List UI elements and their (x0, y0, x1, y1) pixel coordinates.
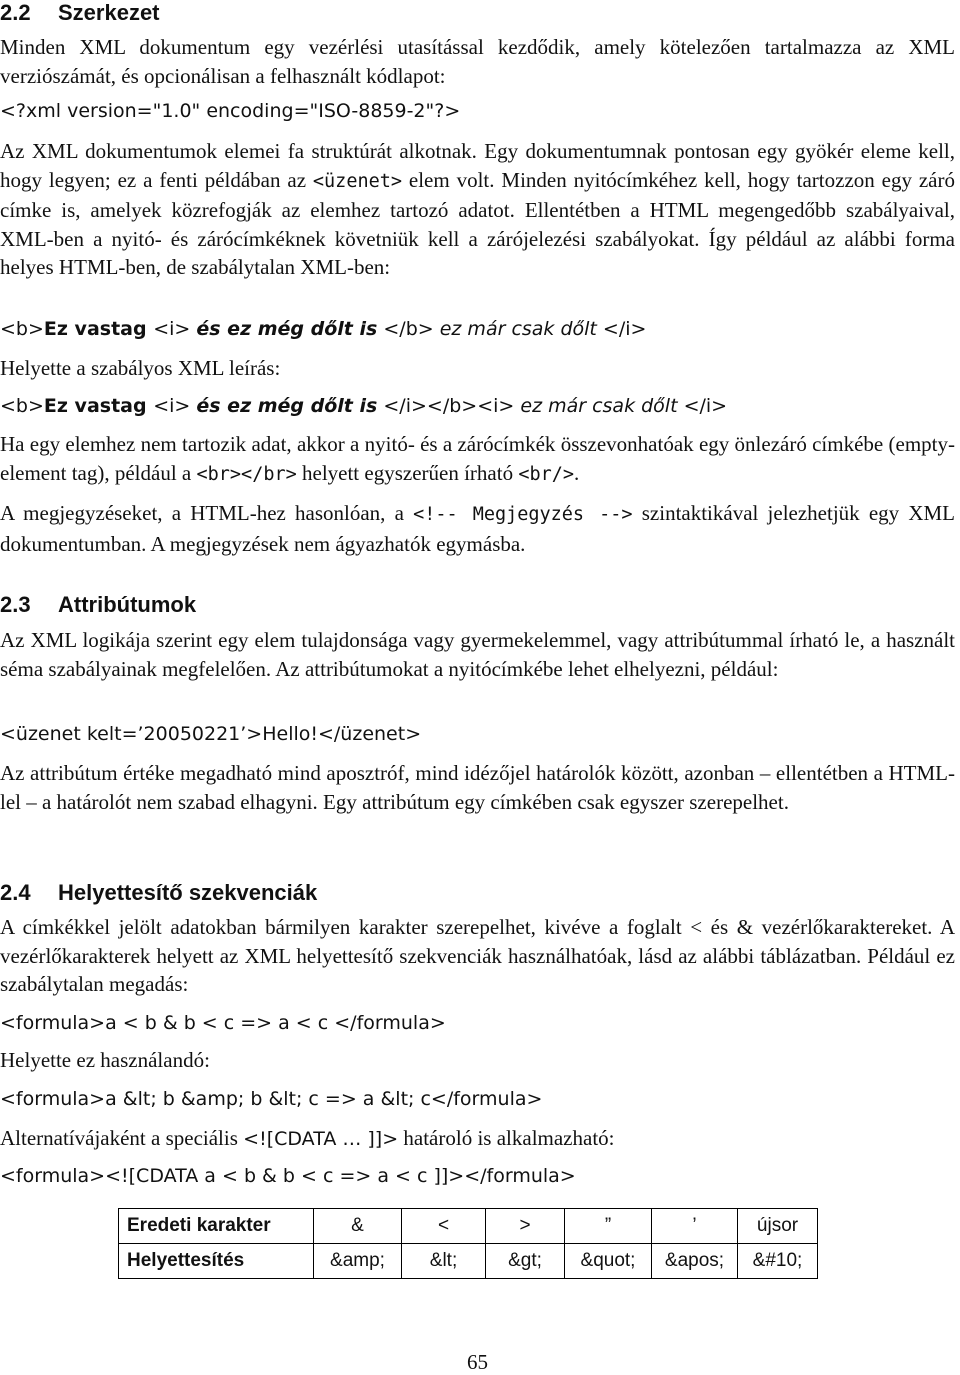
code-token-italic: ez már csak dőlt (520, 395, 678, 417)
table-cell: > (486, 1209, 565, 1244)
section-title: Szerkezet (58, 0, 160, 25)
paragraph-xml-declaration-intro: Minden XML dokumentum egy vezérlési utasítással kezdődik, amely kötelezően tartalmazza az XML verziószámát, és opcionálisan a felhasznált kódlapot: (0, 35, 955, 88)
text-run: helyett egyszerűen írható (296, 460, 519, 485)
paragraph-empty-element (0, 430, 955, 489)
paragraph-cdata (0, 1124, 955, 1154)
section-heading-structure (0, 0, 160, 26)
table-cell: &#10; (738, 1244, 818, 1279)
code-token-bold: Ez vastag (43, 395, 154, 417)
code-example-cdata-formula: <formula><![CDATA a < b & b < c => a < c ]]></formula> (0, 1165, 576, 1187)
paragraph-tree-structure (0, 137, 955, 282)
code-xml-declaration: <?xml version="1.0" encoding="ISO-8859-2"?> (0, 100, 461, 122)
table-cell: &quot; (565, 1244, 652, 1279)
code-token: </i></b><i> (377, 395, 521, 417)
table-row-header: Eredeti karakter (119, 1209, 314, 1244)
text-run: Az XML dokumentumok elemei fa struktúrát alkotnak. Egy dokumentumnak pontosan egy gyökér eleme kell, hogy legyen; ez a fenti példában az (0, 139, 955, 192)
text-run: határoló is alkalmazható: (398, 1126, 615, 1150)
inline-code-cdata: <![CDATA … ]]> (243, 1128, 399, 1150)
code-token: <i> (153, 318, 197, 340)
code-token: <b> (0, 395, 44, 417)
inline-code-br-pair: <br></br> (196, 463, 297, 485)
entity-table (118, 1208, 818, 1279)
code-example-escaped-formula: <formula>a &lt; b &amp; b &lt; c => a &lt; c</formula> (0, 1088, 543, 1110)
code-example-html-nesting (0, 316, 646, 342)
section-number: 2.4 (0, 880, 31, 905)
code-token-bold-italic: és ez még dőlt is (196, 395, 378, 417)
page-number: 65 (467, 1350, 488, 1374)
code-example-attribute: <üzenet kelt=’20050221’>Hello!</üzenet> (0, 723, 422, 745)
text-run: . (574, 460, 580, 485)
inline-code-comment: <!-- Megjegyzés --> (413, 504, 633, 525)
table-row-header: Helyettesítés (119, 1244, 314, 1279)
paragraph-instead: Helyette a szabályos XML leírás: (0, 356, 281, 380)
table-cell: & (314, 1209, 402, 1244)
paragraph-attributes-intro: Az XML logikája szerint egy elem tulajdonsága vagy gyermekelemmel, vagy attribútummal írható le, a használt séma szabályainak megfelelően. Az attribútumokat a nyitócímkébe lehet elhelyezni, például: (0, 628, 955, 681)
section-number: 2.2 (0, 0, 31, 25)
text-run: A megjegyzéseket, a HTML-hez hasonlóan, a (0, 501, 414, 525)
table-cell: újsor (738, 1209, 818, 1244)
code-example-xml-nesting (0, 393, 727, 419)
section-title: Helyettesítő szekvenciák (58, 880, 318, 905)
table-cell: &apos; (652, 1244, 738, 1279)
table-cell: &gt; (486, 1244, 565, 1279)
code-token-bold: Ez vastag (43, 318, 154, 340)
section-title: Attribútumok (58, 592, 197, 617)
code-example-invalid-formula: <formula>a < b & b < c => a < c </formula> (0, 1012, 446, 1034)
code-token: </b> (377, 318, 440, 340)
paragraph-comments (0, 499, 955, 558)
table-cell: < (402, 1209, 486, 1244)
inline-code-uzenet: <üzenet> (312, 170, 403, 192)
code-token: </i> (596, 318, 647, 340)
paragraph-entities-intro: A címkékkel jelölt adatokban bármilyen karakter szerepelhet, kivéve a foglalt < és & vezérlőkaraktereket. A vezérlőkarakterek helyett az XML helyettesítő szekvenciák használhatóak, lásd az alábbi táblázatban. Például ez szabálytalan megadás: (0, 915, 955, 997)
code-token: <b> (0, 318, 44, 340)
table-row (119, 1244, 818, 1279)
table-cell: &amp; (314, 1244, 402, 1279)
inline-code-br-empty: <br/> (518, 463, 575, 485)
text-run: szintaktikával jelezhetjük egy XML dokumentumban. A megjegyzések nem ágyazhatók egymásba. (0, 501, 955, 556)
code-token-bold-italic: és ez még dőlt is (196, 318, 378, 340)
text-run: Alternatívájaként a speciális (0, 1126, 244, 1150)
code-token: </i> (677, 395, 728, 417)
section-heading-attributes (0, 592, 196, 618)
table-cell: ’ (652, 1209, 738, 1244)
section-number: 2.3 (0, 592, 31, 617)
table-cell: &lt; (402, 1244, 486, 1279)
table-cell: ” (565, 1209, 652, 1244)
paragraph-attribute-values: Az attribútum értéke megadható mind aposztróf, mind idézőjel határolók között, azonban – ellentétben a HTML-lel – a határolót nem szabad elhagyni. Egy attribútum egy címkében csak egyszer szerepelhet. (0, 761, 955, 814)
code-token-italic: ez már csak dőlt (439, 318, 597, 340)
code-token: <i> (153, 395, 197, 417)
text-run: Ha egy elemhez nem tartozik adat, akkor a nyitó- és a zárócímkék összevonhatóak egy önlezáró címkébe (empty-element tag), például a (0, 432, 955, 485)
paragraph-use-this: Helyette ez használandó: (0, 1048, 210, 1072)
text-run: elem volt. Minden nyitócímkéhez kell, hogy tartozzon egy záró címke is, amelyek közrefogják az elemhez tartozó adatot. Ellentétben a HTML megengedőbb szabályaival, XML-ben a nyitó- és zárócímkéknek követniük kell a zárójelezési szabályokat. Így például az alábbi forma helyes HTML-ben, de szabálytalan XML-ben: (0, 167, 955, 280)
table-row (119, 1209, 818, 1244)
section-heading-entities (0, 880, 317, 906)
